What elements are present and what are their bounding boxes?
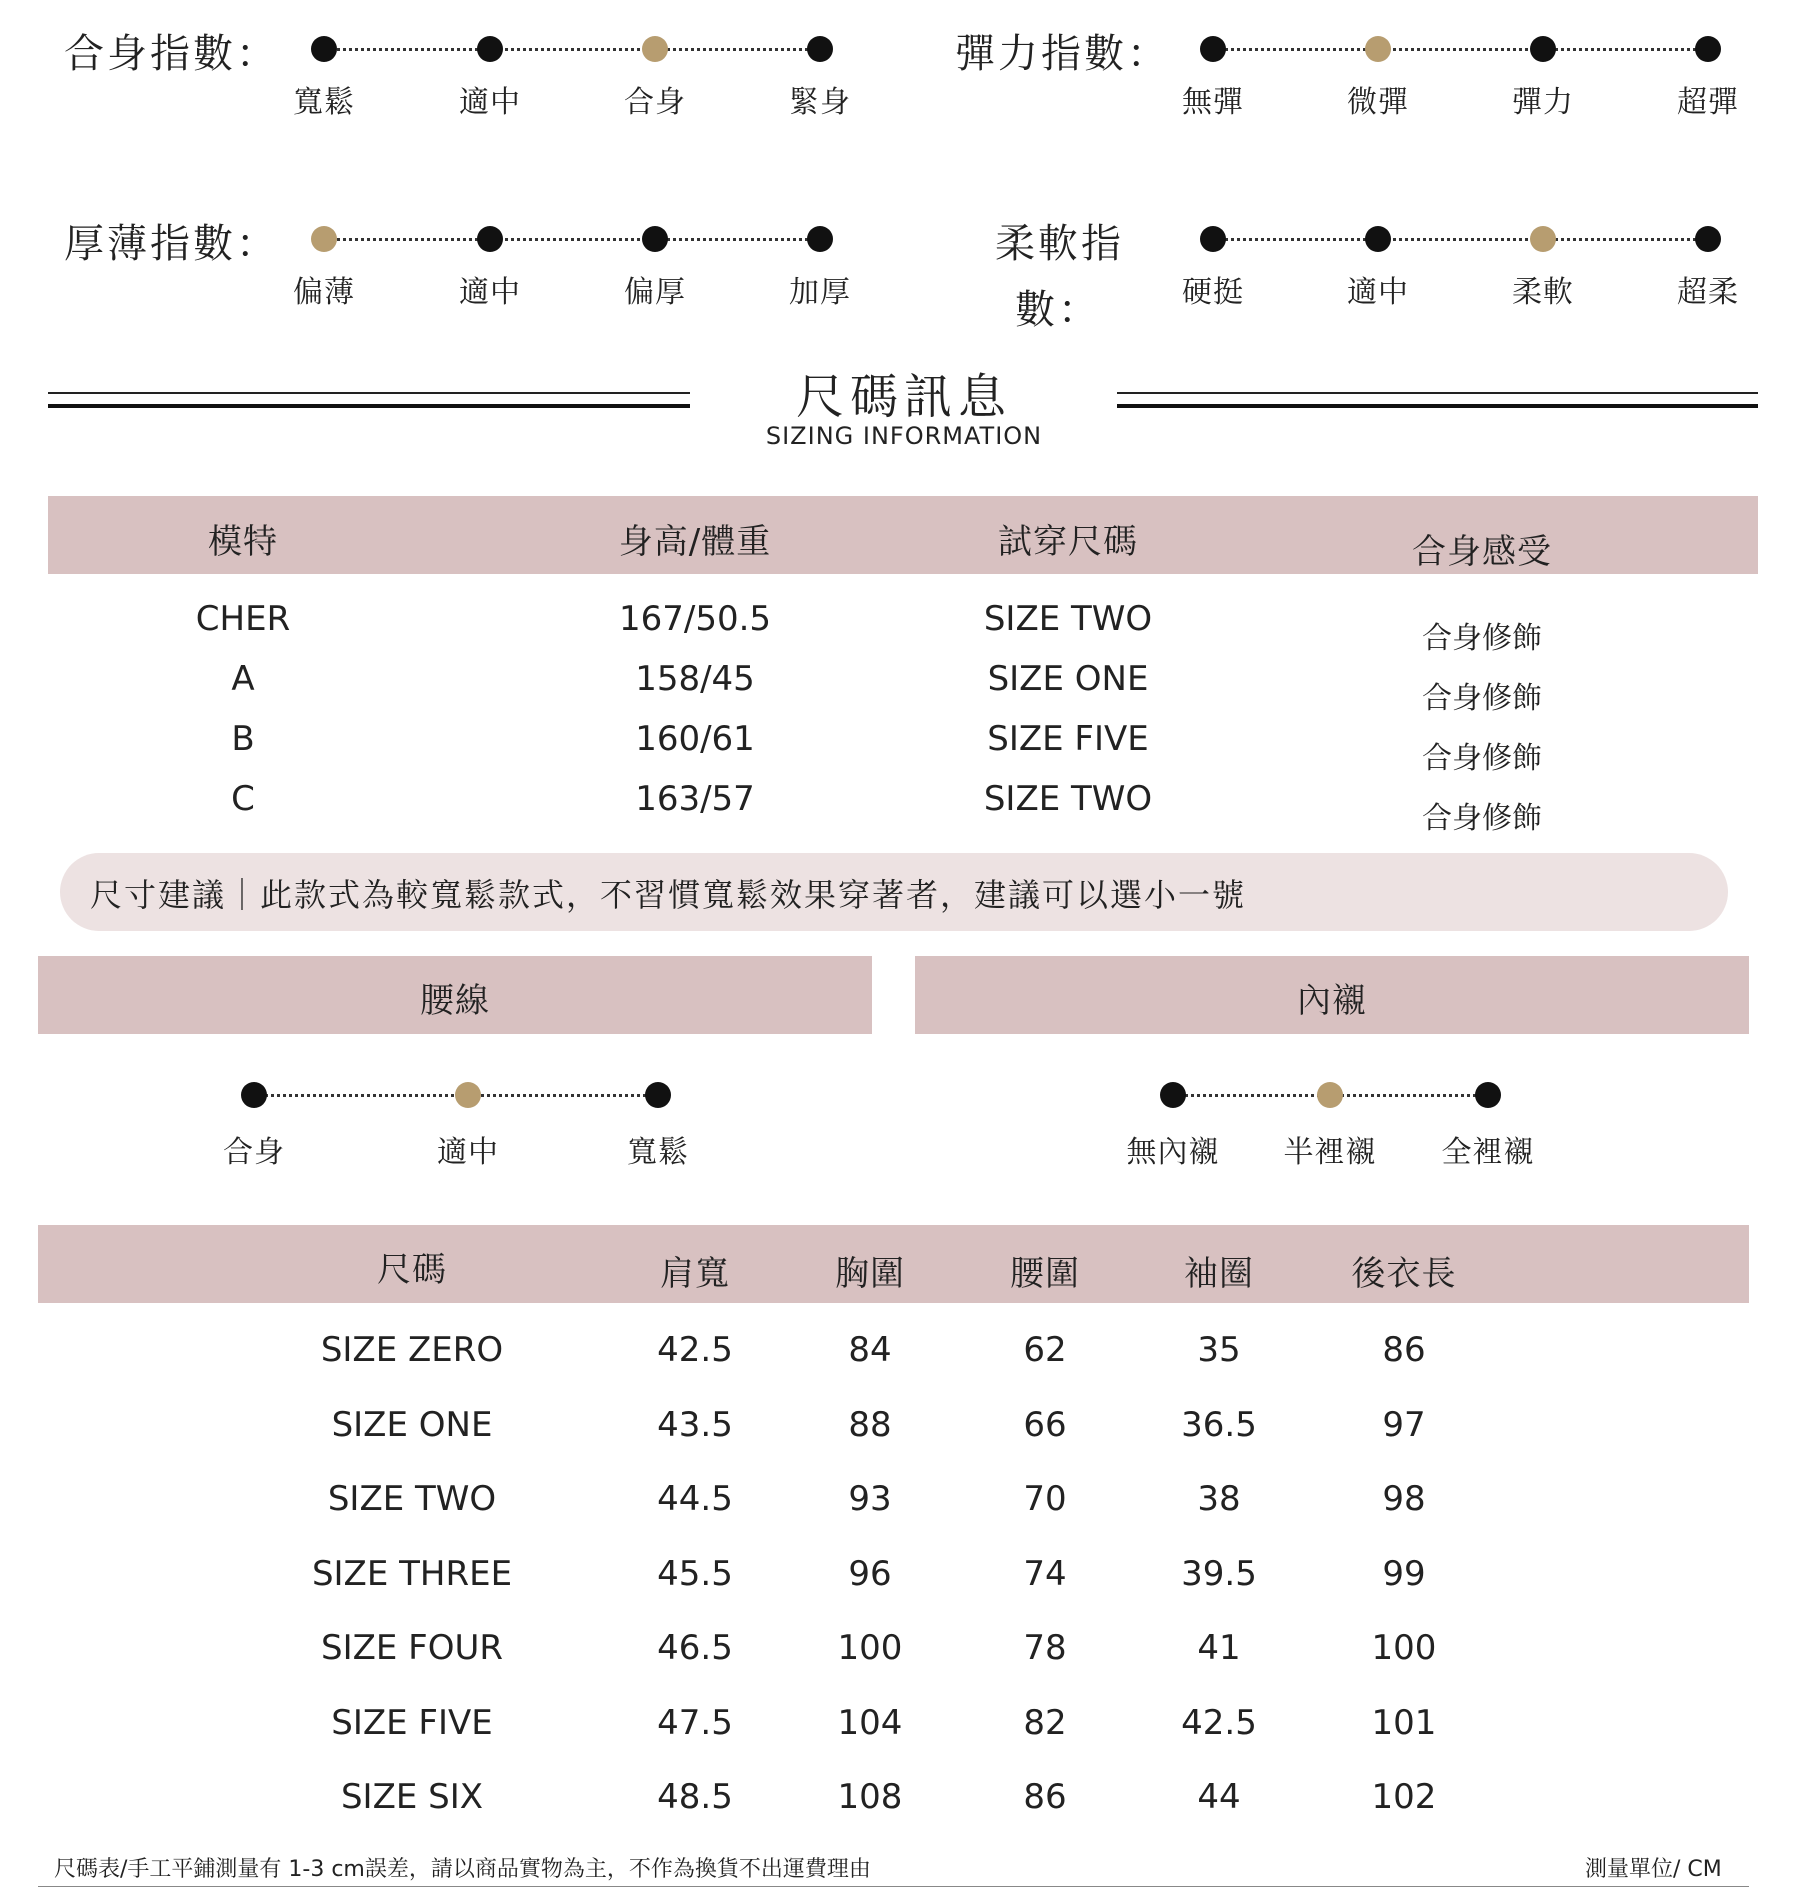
size-cell: SIZE SIX	[340, 1777, 484, 1817]
size-cell: 82	[1023, 1702, 1067, 1743]
model-cell: 合身修飾	[1422, 801, 1542, 836]
elasticity-label: 無彈	[1182, 85, 1244, 120]
lining-label: 無內襯	[1126, 1135, 1220, 1170]
model-header-fit-feel: 合身感受	[1412, 532, 1552, 572]
size-cell: SIZE ONE	[331, 1404, 493, 1445]
size-header: 袖圈	[1184, 1254, 1254, 1294]
softness-dot-selected	[1530, 226, 1556, 252]
model-cell: C	[231, 779, 255, 819]
size-cell: SIZE THREE	[311, 1553, 513, 1594]
thickness-label: 偏薄	[293, 275, 355, 310]
thickness-label: 加厚	[789, 275, 851, 310]
model-header-try-size: 試穿尺碼	[998, 522, 1138, 562]
size-cell: 36.5	[1181, 1404, 1257, 1445]
thickness-dot-selected	[311, 226, 337, 252]
size-cell: SIZE TWO	[327, 1479, 497, 1519]
elasticity-dot-selected	[1365, 36, 1391, 62]
size-advice-banner	[60, 853, 1728, 931]
model-cell: 158/45	[635, 659, 755, 699]
size-cell: 46.5	[657, 1628, 733, 1668]
size-cell: SIZE FIVE	[331, 1702, 493, 1743]
size-cell: 66	[1023, 1404, 1067, 1445]
size-cell: 48.5	[657, 1777, 733, 1817]
section-subtitle: SIZING INFORMATION	[765, 422, 1043, 450]
fit-label: 適中	[459, 85, 521, 120]
thickness-dot-option	[642, 226, 668, 252]
fit-dot-option	[807, 36, 833, 62]
lining-title: 內襯	[1297, 981, 1367, 1021]
thickness-index-track	[324, 238, 820, 241]
footer-note: 尺碼表/手工平鋪測量有 1-3 cm誤差，請以商品實物為主，不作為換貨不出運費理由	[54, 1857, 871, 1882]
softness-label: 適中	[1347, 275, 1409, 310]
size-cell: 100	[837, 1628, 903, 1668]
lining-label: 半裡襯	[1283, 1135, 1377, 1170]
lining-dot-option	[1160, 1082, 1186, 1108]
thickness-dot-option	[807, 226, 833, 252]
size-cell: 62	[1023, 1330, 1067, 1370]
size-cell: 99	[1382, 1553, 1426, 1594]
thickness-label: 偏厚	[624, 275, 686, 310]
size-header: 後衣長	[1351, 1254, 1457, 1294]
model-header-model: 模特	[208, 522, 278, 562]
size-cell: SIZE ZERO	[320, 1330, 504, 1370]
waist-title: 腰線	[420, 981, 490, 1021]
size-cell: 101	[1371, 1702, 1437, 1743]
softness-dot-option	[1695, 226, 1721, 252]
lining-label: 全裡襯	[1441, 1135, 1535, 1170]
waist-label: 寬鬆	[627, 1135, 689, 1170]
softness-label: 超柔	[1677, 275, 1739, 310]
model-header-height-weight: 身高/體重	[618, 522, 772, 562]
lining-dot-option	[1475, 1082, 1501, 1108]
size-cell: 108	[837, 1777, 903, 1817]
size-cell: 88	[848, 1404, 892, 1445]
footer-unit: 測量單位/ CM	[1585, 1857, 1722, 1882]
header-rule-left-thick	[48, 404, 690, 408]
size-advice-text: 尺寸建議｜此款式為較寬鬆款式，不習慣寬鬆效果穿著者，建議可以選小一號	[89, 876, 1247, 914]
size-header: 胸圍	[835, 1254, 905, 1294]
softness-dot-option	[1200, 226, 1226, 252]
waist-dot-option	[645, 1082, 671, 1108]
size-cell: 104	[837, 1702, 903, 1743]
fit-dot-option	[311, 36, 337, 62]
footer-rule	[38, 1886, 1749, 1887]
elasticity-dot-option	[1200, 36, 1226, 62]
model-cell: 160/61	[635, 719, 755, 759]
waist-label: 合身	[223, 1135, 285, 1170]
size-cell: 78	[1023, 1628, 1067, 1668]
size-cell: 102	[1371, 1777, 1437, 1817]
size-cell: 38	[1197, 1479, 1241, 1519]
waist-label: 適中	[437, 1135, 499, 1170]
size-cell: 100	[1371, 1628, 1437, 1668]
model-cell: A	[231, 659, 255, 699]
model-cell: 163/57	[635, 779, 755, 819]
waist-dot-option	[241, 1082, 267, 1108]
model-cell: B	[231, 719, 255, 759]
size-cell: 45.5	[657, 1553, 733, 1594]
size-cell: 86	[1382, 1330, 1426, 1370]
model-cell: 合身修飾	[1422, 741, 1542, 776]
size-cell: 44.5	[657, 1479, 733, 1519]
size-header: 肩寬	[660, 1254, 730, 1294]
size-header: 腰圍	[1010, 1254, 1080, 1294]
elasticity-dot-option	[1530, 36, 1556, 62]
softness-index-track	[1213, 238, 1708, 241]
size-cell: 86	[1023, 1777, 1067, 1817]
thickness-index-title: 厚薄指數：	[64, 221, 279, 267]
model-cell: SIZE FIVE	[987, 719, 1149, 759]
elasticity-index-title: 彈力指數：	[955, 31, 1170, 77]
thickness-label: 適中	[459, 275, 521, 310]
softness-index-title-line1: 柔軟指	[995, 221, 1124, 267]
waist-dot-selected	[455, 1082, 481, 1108]
size-cell: 84	[848, 1330, 892, 1370]
softness-index-title-line2: 數：	[1015, 287, 1101, 333]
softness-label: 柔軟	[1512, 275, 1574, 310]
fit-label: 緊身	[789, 85, 851, 120]
fit-label: 合身	[624, 85, 686, 120]
model-cell: SIZE TWO	[983, 599, 1153, 639]
elasticity-index-track	[1213, 48, 1708, 51]
size-cell: 42.5	[657, 1330, 733, 1370]
size-cell: 70	[1023, 1479, 1067, 1519]
size-cell: 47.5	[657, 1702, 733, 1743]
model-cell: SIZE TWO	[983, 779, 1153, 819]
size-cell: 43.5	[657, 1404, 733, 1445]
model-cell: SIZE ONE	[987, 659, 1149, 699]
fit-label: 寬鬆	[293, 85, 355, 120]
model-cell: CHER	[195, 599, 291, 639]
lining-dot-selected	[1317, 1082, 1343, 1108]
fit-index-title: 合身指數：	[64, 31, 279, 77]
size-cell: 93	[848, 1479, 892, 1519]
size-cell: 35	[1197, 1330, 1241, 1370]
size-cell: 44	[1197, 1777, 1241, 1817]
size-cell: 41	[1197, 1628, 1241, 1668]
fit-index-track	[324, 48, 820, 51]
elasticity-dot-option	[1695, 36, 1721, 62]
softness-label: 硬挺	[1182, 275, 1244, 310]
size-header: 尺碼	[377, 1250, 447, 1290]
header-rule-right-thin	[1117, 392, 1758, 394]
elasticity-label: 微彈	[1347, 85, 1409, 120]
elasticity-label: 超彈	[1677, 85, 1739, 120]
size-cell: SIZE FOUR	[320, 1628, 504, 1668]
softness-dot-option	[1365, 226, 1391, 252]
header-rule-left-thin	[48, 392, 690, 394]
fit-dot-option	[477, 36, 503, 62]
header-rule-right-thick	[1117, 404, 1758, 408]
size-cell: 39.5	[1181, 1553, 1257, 1594]
size-cell: 97	[1382, 1404, 1426, 1445]
size-cell: 98	[1382, 1479, 1426, 1519]
thickness-dot-option	[477, 226, 503, 252]
model-cell: 合身修飾	[1422, 621, 1542, 656]
size-cell: 96	[848, 1553, 892, 1594]
section-title: 尺碼訊息	[795, 369, 1013, 425]
size-cell: 74	[1023, 1553, 1067, 1594]
model-cell: 合身修飾	[1422, 681, 1542, 716]
elasticity-label: 彈力	[1512, 85, 1574, 120]
size-cell: 42.5	[1181, 1702, 1257, 1743]
model-cell: 167/50.5	[618, 599, 772, 639]
fit-dot-selected	[642, 36, 668, 62]
